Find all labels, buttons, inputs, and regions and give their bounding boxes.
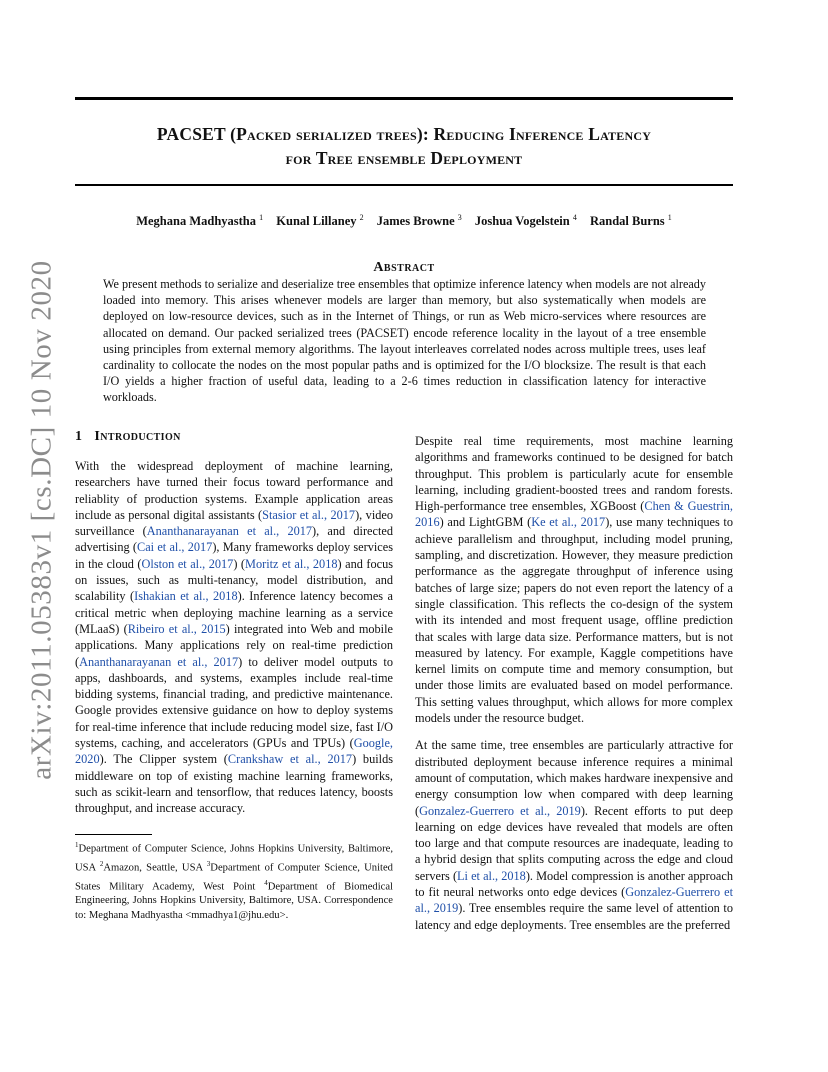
citation-link[interactable]: Ananthanarayanan et al., 2017 (146, 524, 313, 539)
section-heading-introduction (75, 429, 181, 445)
text-run: At the same time, tree ensembles are particularly attractive for distributed deployment because inference requires a minimal amount of computation, which makes hardware inexpensive and energy consumption low when compared with deep learning ( (415, 738, 733, 818)
title-line-1: PACSET (Packed serialized trees): Reducing Inference Latency (156, 124, 652, 144)
citation-link[interactable]: Li et al., 2018 (457, 868, 526, 883)
citation-link[interactable]: Chen & Guestrin, 2016 (415, 499, 733, 530)
text-run: ). Model compression is another approach to fit neural networks onto edge devices ( (415, 868, 733, 900)
text-run: ). Inference latency becomes a critical metric when deploying machine learning as a service (MLaaS) ( (75, 589, 393, 636)
text-run: ). The Clipper system ( (99, 752, 228, 767)
citation-link[interactable]: Olston et al., 2017 (141, 556, 234, 571)
author-name: James Browne (376, 214, 455, 229)
citation-link[interactable]: Ananthanarayanan et al., 2017 (79, 654, 239, 669)
author-affiliation: 4 (572, 213, 577, 222)
title-top-rule (75, 97, 733, 100)
text-run: ), video surveillance ( (75, 507, 393, 539)
text-run: ) and LightGBM ( (439, 515, 532, 530)
author-2 (276, 214, 363, 228)
citation-link[interactable]: Gonzalez-Guerrero et al., 2019 (419, 803, 581, 818)
title-line-2: for Tree ensemble Deployment (285, 148, 523, 168)
text-run: ) to deliver model outputs to apps, dashboards, and systems, examples include real-time bidding systems, financial trading, and predictive maintenance. Google provides extensive guidance on how to deploy systems for real-time inference that include reducing model size, fast I/O systems, caching, and accelerators (GPUs and TPUs) ( (75, 654, 393, 751)
author-name: Meghana Madhyastha (136, 214, 257, 229)
intro-paragraph-2 (415, 433, 733, 726)
citation-link[interactable]: Google, 2020 (75, 736, 393, 767)
author-3 (377, 214, 462, 228)
text-run: With the widespread deployment of machine learning, researchers have turned their focus toward performance and reliablity of production systems. Example application areas include as personal digital assistants ( (75, 459, 393, 522)
author-name: Kunal Lillaney (276, 214, 357, 229)
text-run: Despite real time requirements, most machine learning algorithms and frameworks continued to be designed for batch throughput. This problem is particularly acute for ensemble learning, including gradient-boosted trees and random forests. High-performance tree ensembles, XGBoost ( (415, 434, 733, 514)
author-affiliation: 1 (259, 213, 264, 222)
left-column (75, 458, 393, 817)
text-run: ). Recent efforts to put deep learning on edge devices have revealed that models are often too large and that compute resources are inadequate, leading to a hybrid design that splits computing across the edge and cloud servers ( (415, 803, 733, 883)
arxiv-identifier: arXiv:2011.05383v1 [cs.DC] 10 Nov 2020 (25, 260, 58, 780)
abstract-text: We present methods to serialize and deserialize tree ensembles that optimize inference latency when models are not already loaded into memory. This arises whenever models are larger than memory, but also systematically when models are deployed on low-resource devices, such as in the Internet of Things, or run as Web micro-services where resources are allocated on demand. Our packed serialized trees (PACSET) encode reference locality in the layout of a tree ensemble using principles from external memory algorithms. The layout interleaves correlated nodes across multiple trees, uses leaf cardinality to collocate the nodes on the most popular paths and is optimized for the I/O blocksize. The result is that each I/O yields a higher fraction of useful data, leading to a 2-6 times reduction in classification latency for interactive workloads. (103, 277, 706, 405)
text-run: ), and directed advertising ( (75, 524, 393, 555)
affiliation-footnote (75, 838, 393, 923)
citation-link[interactable]: Ribeiro et al., 2015 (127, 621, 226, 636)
abstract-heading: Abstract (373, 260, 435, 275)
footnote-marker: 3 (206, 859, 211, 868)
text-run: ), use many techniques to achieve parallelism and throughput, including model pruning, sampling, and discretization. However, they measure prediction performance as the aggregate throughput of inference using batches of large size; papers do not even report the latency of a single classification. This reflects the co-design of the system with its intended and most frequent usage, offline prediction that scales with large data size. Performance matters, but is not measured by latency. For example, Kaggle competitions have kernel limits on compute time and memory consumption, but under those limits are evaluated based on model performance. This setting values throughput, which allows for more complex models under the resource budget. (415, 515, 733, 726)
footnote-marker: 4 (264, 878, 268, 887)
citation-link[interactable]: Cai et al., 2017 (137, 540, 213, 555)
title-bottom-rule (75, 184, 733, 186)
citation-link[interactable]: Stasior et al., 2017 (262, 507, 356, 522)
footnote-marker: 2 (99, 859, 104, 868)
footnote-text: Amazon, Seattle, USA (103, 862, 207, 874)
citation-link[interactable]: Ke et al., 2017 (531, 515, 606, 530)
text-run: ) builds middleware on top of existing machine learning frameworks, such as scikit-learn and tensorflow, that reduces latency, boosts throughput, and increase accuracy. (75, 752, 393, 816)
footnote-text: Department of Biomedical Engineering, Johns Hopkins University, Baltimore, USA. Correspondence to: Meghana Madhyastha <mmadhya1@jhu.edu>. (75, 881, 393, 921)
text-run: ) ( (233, 556, 246, 571)
author-5 (590, 214, 672, 228)
intro-paragraph-3 (415, 737, 733, 933)
text-run: ), Many frameworks deploy services in the cloud ( (75, 540, 393, 571)
author-name: Randal Burns (589, 214, 665, 229)
footnote-marker: 1 (75, 841, 79, 849)
section-number: 1 (75, 429, 83, 444)
author-list (75, 213, 733, 229)
section-title: Introduction (94, 429, 181, 444)
right-column (415, 433, 733, 933)
text-run: ). Tree ensembles require the same level of attention to latency and edge deployments. Tree ensembles are the preferred (415, 901, 733, 932)
citation-link[interactable]: Ishakian et al., 2018 (134, 589, 238, 604)
author-1 (136, 214, 263, 228)
footnote-rule (75, 834, 152, 835)
author-4 (475, 214, 577, 228)
citation-link[interactable]: Crankshaw et al., 2017 (227, 752, 353, 767)
author-name: Joshua Vogelstein (474, 214, 570, 229)
citation-link[interactable]: Gonzalez-Guerrero et al., 2019 (415, 885, 733, 916)
intro-paragraph-1 (75, 458, 393, 817)
paper-title (75, 122, 733, 170)
author-affiliation: 3 (457, 213, 462, 222)
citation-link[interactable]: Moritz et al., 2018 (245, 556, 338, 571)
text-run: ) integrated into Web and mobile applications. Many applications rely on real-time prediction ( (75, 621, 393, 669)
text-run: ) and focus on issues, such as multi-tenancy, model distribution, and scalability ( (75, 556, 394, 604)
author-affiliation: 1 (667, 213, 672, 222)
footnote-text: Department of Computer Science, Johns Hopkins University, Baltimore, USA (75, 843, 393, 874)
footnote-text: Department of Computer Science, United States Military Academy, West Point (75, 862, 393, 893)
author-affiliation: 2 (359, 213, 364, 222)
